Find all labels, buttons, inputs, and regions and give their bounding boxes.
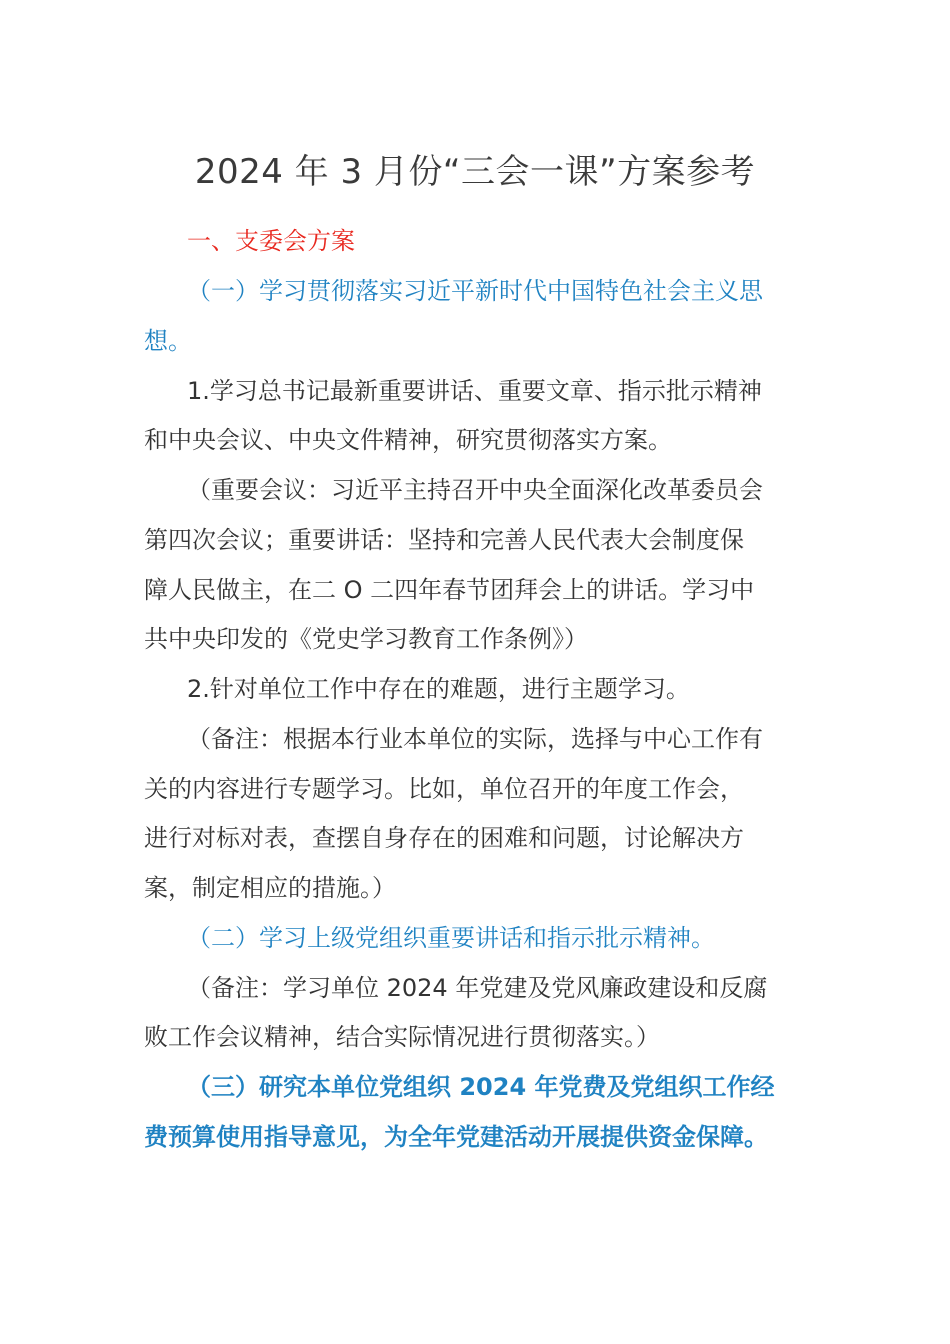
document-title: 2024 年 3 月份“三会一课”方案参考	[194, 152, 756, 192]
item-3-heading-line-2: 费预算使用指导意见，为全年党建活动开展提供资金保障。	[144, 1123, 768, 1151]
item-2-heading: （二）学习上级党组织重要讲话和指示批示精神。	[187, 924, 715, 952]
point-1-note-line-3: 障人民做主，在二 O 二四年春节团拜会上的讲话。学习中	[144, 576, 755, 604]
point-2-note-line-3: 进行对标对表，查摆自身存在的困难和问题，讨论解决方	[144, 824, 744, 852]
point-1-line-1: 1.学习总书记最新重要讲话、重要文章、指示批示精神	[187, 377, 762, 405]
item-2-note-line-2: 败工作会议精神，结合实际情况进行贯彻落实。）	[144, 1023, 660, 1051]
point-2-note-line-4: 案，制定相应的措施。）	[144, 874, 396, 902]
item-3-heading-line-1: （三）研究本单位党组织 2024 年党费及党组织工作经	[187, 1073, 775, 1101]
point-2-note-line-2: 关的内容进行专题学习。比如，单位召开的年度工作会，	[144, 775, 744, 803]
item-1-heading-line-2: 想。	[144, 327, 192, 355]
point-1-note-line-2: 第四次会议；重要讲话：坚持和完善人民代表大会制度保	[144, 526, 744, 554]
point-1-line-2: 和中央会议、中央文件精神，研究贯彻落实方案。	[144, 426, 672, 454]
point-2-note-line-1: （备注：根据本行业本单位的实际，选择与中心工作有	[187, 725, 763, 753]
point-1-note-line-4: 共中央印发的《党史学习教育工作条例》）	[144, 625, 588, 653]
point-2-line-1: 2.针对单位工作中存在的难题，进行主题学习。	[187, 675, 690, 703]
item-1-heading-line-1: （一）学习贯彻落实习近平新时代中国特色社会主义思	[187, 277, 763, 305]
section-heading: 一、支委会方案	[187, 227, 355, 255]
point-1-note-line-1: （重要会议：习近平主持召开中央全面深化改革委员会	[187, 476, 763, 504]
item-2-note-line-1: （备注：学习单位 2024 年党建及党风廉政建设和反腐	[187, 974, 768, 1002]
